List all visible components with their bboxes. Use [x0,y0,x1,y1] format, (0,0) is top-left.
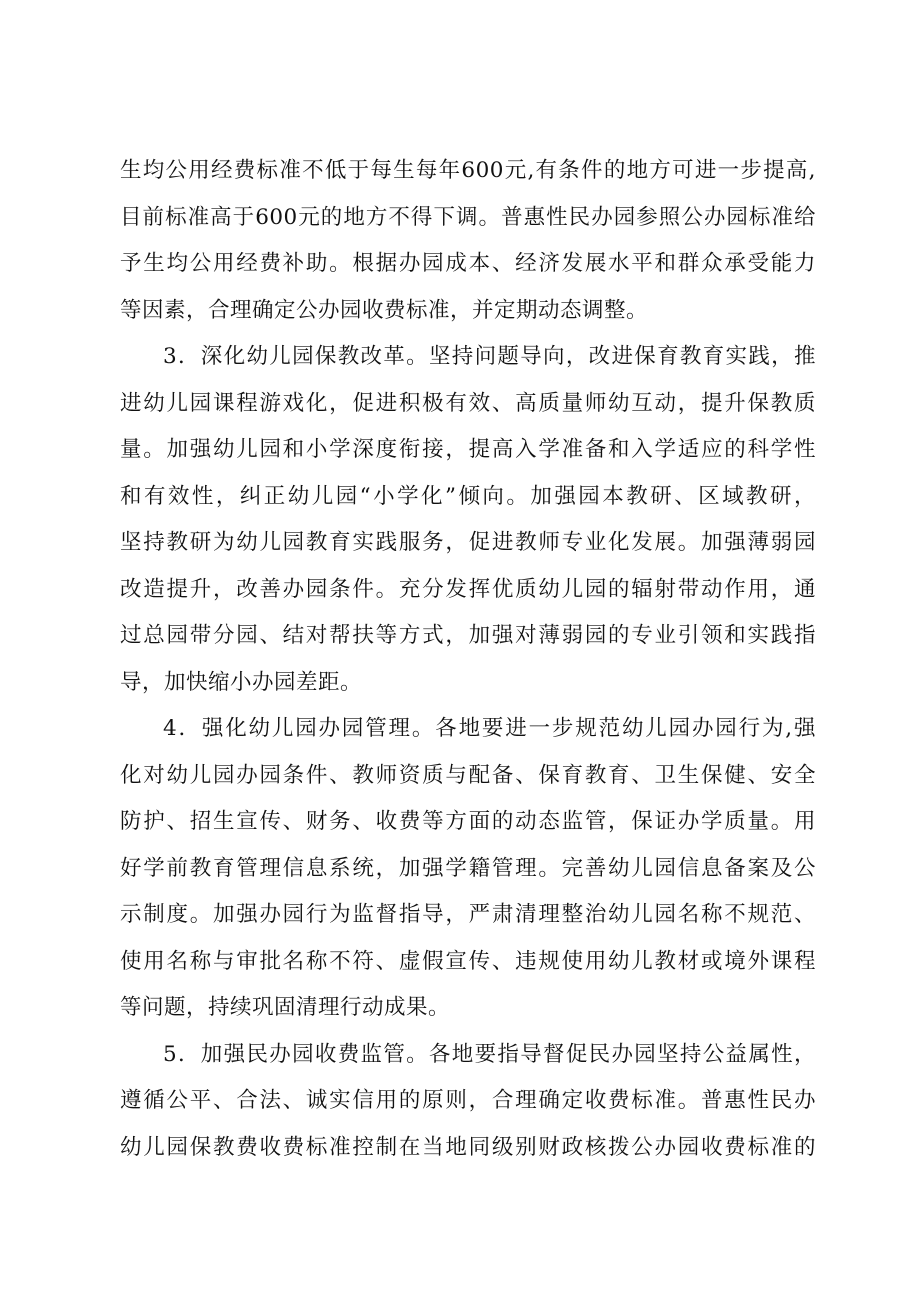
text-line: 过总园带分园、结对帮扶等方式，加强对薄弱园的专业引领和实践指 [120,623,816,648]
text-line: 量。加强幼儿园和小学深度衔接，提高入学准备和入学适应的科学性 [120,437,816,462]
text-line: 改造提升，改善办园条件。充分发挥优质幼儿园的辐射带动作用，通 [120,576,816,602]
text-line: 化对幼儿园办园条件、教师资质与配备、保育教育、卫生保健、安全 [120,762,816,788]
text-line: 和有效性，纠正幼儿园“小学化”倾向。加强园本教研、区域教研， [120,483,816,509]
text-line: 生均公用经费标准不低于每生每年600元,有条件的地方可进一步提高, [120,158,816,183]
text-line: 防护、招生宣传、财务、收费等方面的动态监管，保证办学质量。用 [120,809,816,834]
text-line: 目前标准高于600元的地方不得下调。普惠性民办园参照公办园标准给 [120,204,816,230]
text-line: 幼儿园保教费收费标准控制在当地同级别财政核拨公办园收费标准的 [120,1134,816,1160]
document-body [120,148,816,1171]
text-line: 坚持教研为幼儿园教育实践服务，促进教师专业化发展。加强薄弱园 [120,530,816,555]
text-line: 遵循公平、合法、诚实信用的原则，合理确定收费标准。普惠性民办 [120,1088,816,1113]
text-line: 等因素，合理确定公办园收费标准，并定期动态调整。 [120,297,649,323]
text-line: 等问题，持续巩固清理行动成果。 [120,995,451,1020]
section-5-heading-line: 5．加强民办园收费监管。各地要指导督促民办园坚持公益属性， [163,1041,816,1067]
text-line: 予生均公用经费补助。根据办园成本、经济发展水平和群众承受能力 [120,251,816,276]
text-line: 示制度。加强办园行为监督指导，严肃清理整治幼儿园名称不规范、 [120,902,816,927]
text-line: 进幼儿园课程游戏化，促进积极有效、高质量师幼互动，提升保教质 [120,390,816,416]
section-4-heading-line: 4．强化幼儿园办园管理。各地要进一步规范幼儿园办园行为,强 [163,716,816,741]
text-line: 使用名称与审批名称不符、虚假宣传、违规使用幼儿教材或境外课程 [120,948,816,974]
section-3-heading-line: 3．深化幼儿园保教改革。坚持问题导向，改进保育教育实践，推 [163,344,816,369]
text-line: 导，加快缩小办园差距。 [120,669,363,695]
text-line: 好学前教育管理信息系统，加强学籍管理。完善幼儿园信息备案及公 [120,855,816,881]
